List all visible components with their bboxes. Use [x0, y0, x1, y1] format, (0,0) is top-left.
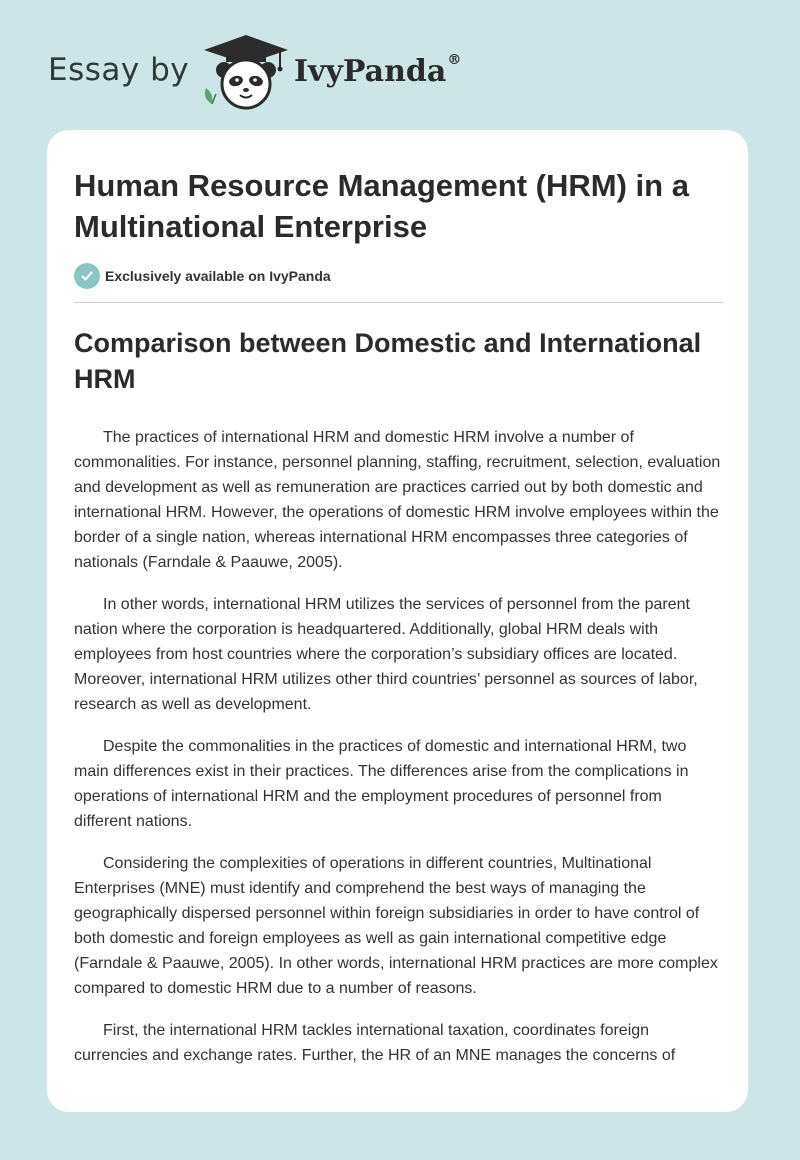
paragraph: Considering the complexities of operations in different countries, Multinational Enterprises (MNE) must identify and comprehend the best ways of managing the geographically dispersed personnel within foreign subsidiaries in order to have control of both domestic and foreign employees as well as gain international competitive edge (Farndale & Paauwe, 2005). In other words, international HRM practices are more complex compared to domestic HRM due to a number of reasons. [74, 855, 718, 997]
paragraph: The practices of international HRM and domestic HRM involve a number of commonalities. For instance, personnel planning, staffing, recruitment, selection, evaluation and development as well as remuneration are practices carried out by both domestic and international HRM. However, the operations of domestic HRM involve employees within the border of a single nation, whereas international HRM encompasses three categories of nationals (Farndale & Paauwe, 2005). [74, 429, 721, 571]
paragraph: In other words, international HRM utilizes the services of personnel from the parent nation where the corporation is headquartered. Additionally, global HRM deals with employees from host countries where the corporation’s subsidiary offices are located. Moreover, international HRM utilizes other third countries’ personnel as sources of labor, research as well as development. [74, 596, 698, 713]
divider [74, 302, 723, 303]
paragraph: First, the international HRM tackles international taxation, coordinates foreign currencies and exchange rates. Further, the HR of an MNE manages the concerns of [74, 1022, 676, 1064]
paragraph: Despite the commonalities in the practices of domestic and international HRM, two main differences exist in their practices. The differences arise from the complications in operations of international HRM and the employment procedures of personnel from different nations. [74, 738, 689, 830]
article-body [74, 425, 723, 1085]
registered-mark: ® [447, 52, 462, 68]
brand-name-text: IvyPanda [294, 54, 447, 89]
badge-text: Exclusively available on IvyPanda [105, 268, 331, 284]
exclusive-badge [74, 263, 331, 289]
section-heading: Comparison between Domestic and International HRM [74, 328, 702, 394]
check-circle-icon [74, 263, 100, 289]
brand-prefix: Essay by [48, 52, 190, 88]
page-title: Human Resource Management (HRM) in a Multinational Enterprise [74, 168, 689, 244]
brand-name [294, 54, 461, 89]
panda-graduate-icon [200, 32, 292, 112]
content-card [47, 130, 748, 1112]
brand-header[interactable] [48, 30, 488, 114]
